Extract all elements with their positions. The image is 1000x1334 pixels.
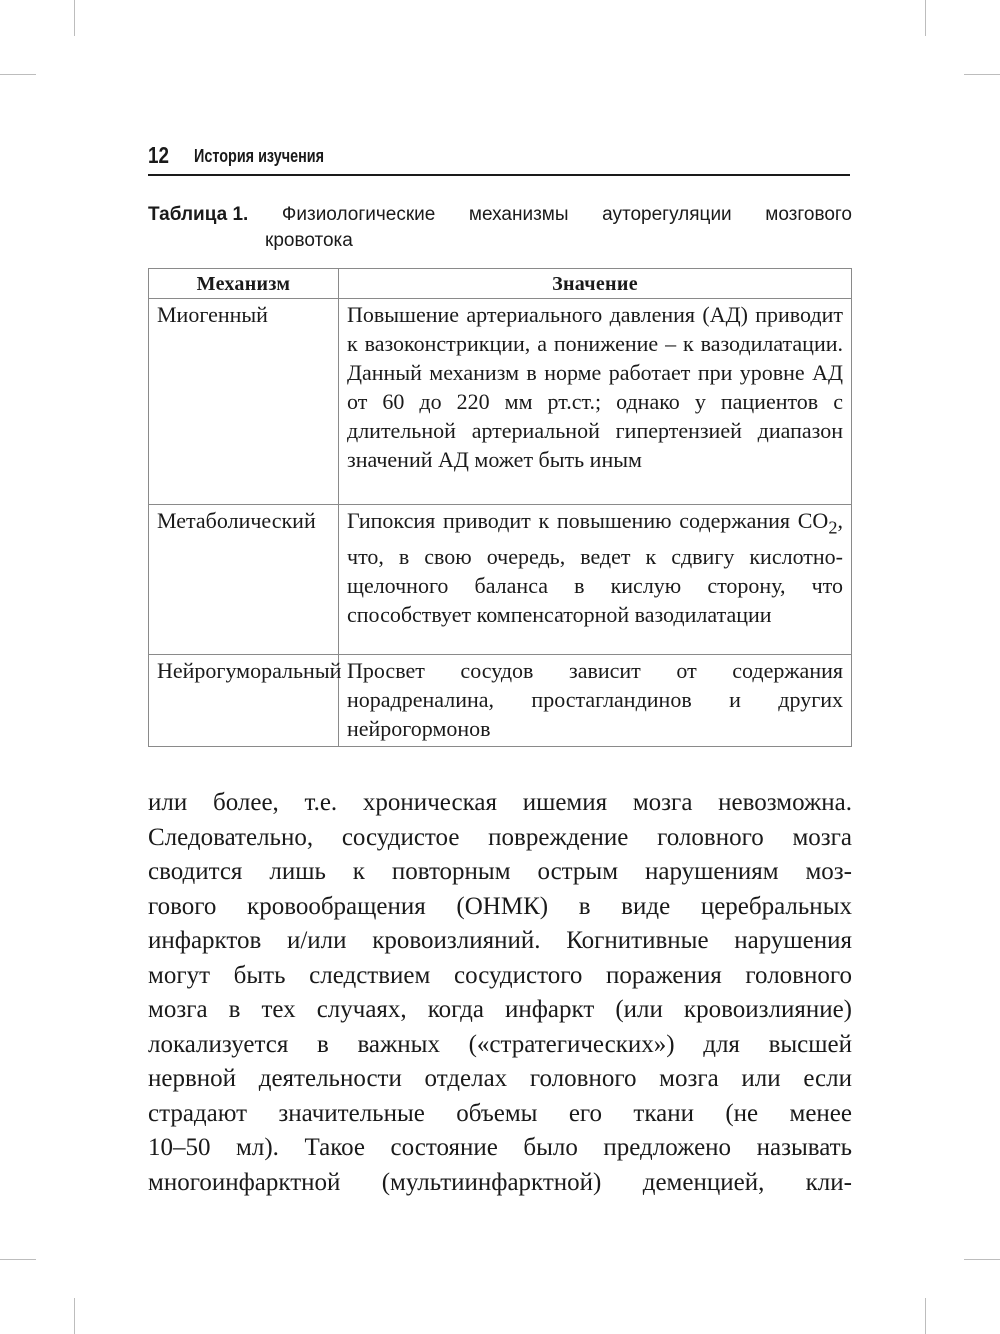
body-line: 10–50 мл). Такое состояние было предложено называть (148, 1134, 852, 1161)
caption-word: Физиологические (281, 204, 436, 225)
body-text (148, 786, 852, 1200)
value-cell: Просвет сосудов зависит от содержания норадреналина, простагландинов и других нейрогормонов (339, 655, 852, 747)
crop-mark (74, 1298, 75, 1334)
body-line: страдают значительные объемы его ткани (не менее (148, 1099, 852, 1127)
caption-word: ауторегуляции (602, 204, 732, 225)
value-cell: Повышение артериального давления (АД) приводит к вазоконстрикции, а понижение – к вазодилатации. Данный механизм в норме работает при уровне АД от 60 до 220 мм рт.ст.; однако у пациентов с длительной артериальной гипертензией диапазон значений АД может быть иным (339, 299, 852, 505)
crop-mark (964, 74, 1000, 75)
mechanism-cell: Миогенный (149, 299, 339, 505)
caption-label: Таблица 1. (148, 204, 249, 225)
mechanism-cell: Нейрогуморальный (149, 655, 339, 747)
column-header-value: Значение (339, 269, 852, 299)
table-header-row (149, 269, 852, 299)
body-line: гового кровообращения (ОНМК) в виде церебральных (148, 892, 852, 920)
table-row (149, 655, 852, 747)
running-title: История изучения (194, 146, 325, 166)
table-caption (148, 202, 852, 254)
body-line: Следовательно, сосудистое повреждение головного мозга (148, 823, 852, 851)
column-header-mechanism: Механизм (149, 269, 339, 299)
crop-mark (74, 0, 75, 36)
body-line: нервной деятельности отделах головного мозга или если (148, 1065, 852, 1092)
body-line: или более, т.е. хроническая ишемия мозга невозможна. (148, 789, 852, 816)
mechanism-cell: Метаболический (149, 505, 339, 655)
running-header (148, 140, 850, 176)
body-line: локализуется в важных («стратегических») для высшей (148, 1030, 852, 1058)
value-text: , что, в свою очередь, ведет к сдвигу кислотно-щелочного баланса в кислую сторону, что способствует компенсаторной вазодилатации (347, 508, 843, 628)
table-row (149, 299, 852, 505)
crop-mark (925, 0, 926, 36)
value-cell (339, 505, 852, 655)
table-row (149, 505, 852, 655)
body-line: многоинфарктной (мультиинфарктной) деменцией, кли- (148, 1168, 852, 1196)
caption-word: мозгового (765, 204, 852, 225)
mechanisms-table (148, 268, 852, 747)
crop-mark (964, 1259, 1000, 1260)
body-line: сводится лишь к повторным острым нарушениям моз- (148, 858, 852, 885)
page-number: 12 (148, 142, 169, 168)
body-line: могут быть следствием сосудистого поражения головного (148, 961, 852, 989)
crop-mark (925, 1298, 926, 1334)
body-line: инфарктов и/или кровоизлияний. Когнитивные нарушения (148, 927, 852, 954)
body-line: мозга в тех случаях, когда инфаркт (или кровоизлияние) (148, 996, 852, 1023)
value-text: Гипоксия приводит к повышению содержания CO (347, 508, 829, 533)
crop-mark (0, 74, 36, 75)
caption-line-2: кровотока (265, 230, 353, 251)
crop-mark (0, 1259, 36, 1260)
caption-word: механизмы (468, 204, 569, 225)
subscript: 2 (828, 517, 838, 538)
